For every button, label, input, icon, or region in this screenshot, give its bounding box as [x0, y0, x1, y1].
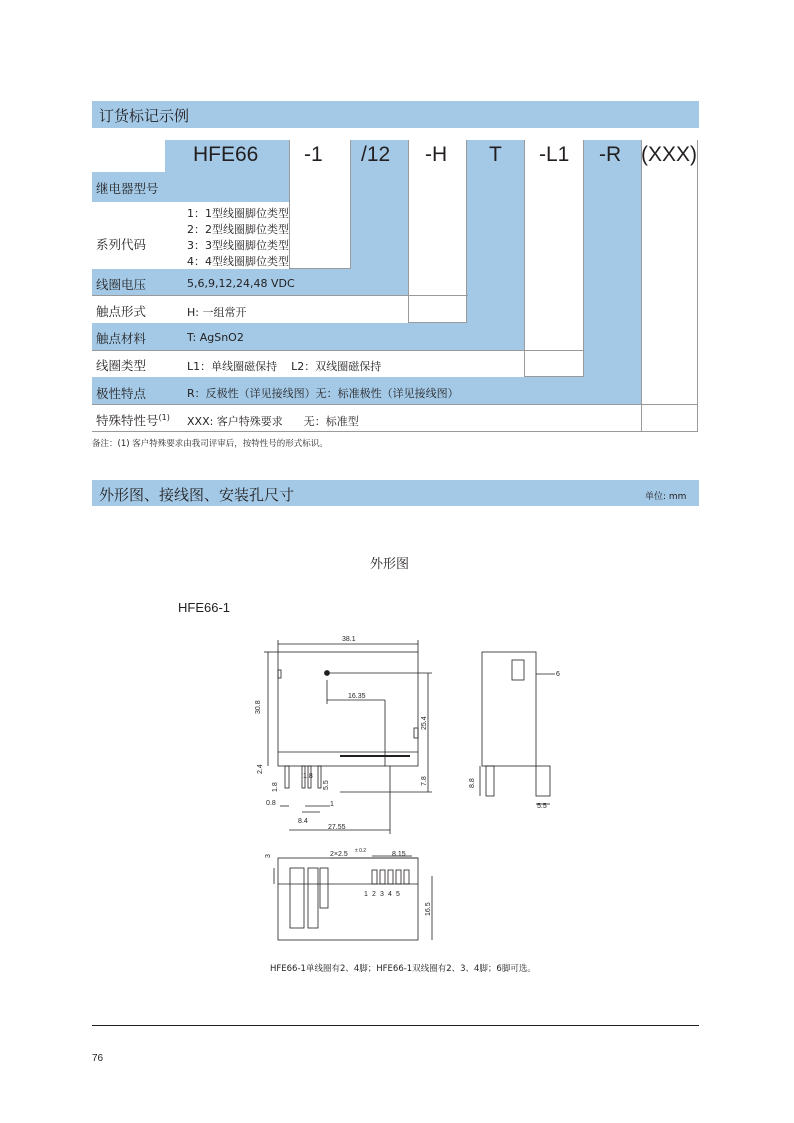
code-block-polarity: [584, 140, 641, 404]
value-series-code: 1：1型线圈脚位类型 2：2型线圈脚位类型 3：3型线圈脚位类型 4：4型线圈脚位类型: [187, 207, 289, 268]
value-polarity: R：反极性（详见接线图）无：标准极性（详见接线图）: [187, 387, 459, 400]
label-relay-model: 继电器型号: [96, 181, 159, 196]
svg-text:1.8: 1.8: [272, 782, 279, 792]
svg-text:27.55: 27.55: [328, 824, 346, 831]
model-label: HFE66-1: [178, 600, 231, 615]
svg-text:8.15: 8.15: [392, 851, 406, 858]
label-special-code: 特殊特性号$^{(1)}$: [96, 412, 170, 428]
svg-text:1.8: 1.8: [303, 773, 313, 780]
footer-rule: [92, 1025, 699, 1026]
code-coil-type: -L1: [539, 143, 570, 166]
value-coil-voltage: 5,6,9,12,24,48 VDC: [187, 277, 295, 290]
page-number: 76: [92, 1053, 104, 1064]
label-coil-type: 线圈类型: [96, 358, 147, 373]
order-section-title: 订货标记示例: [99, 107, 190, 125]
svg-text:± 0.2: ± 0.2: [355, 848, 367, 854]
svg-text:6: 6: [556, 671, 560, 678]
value-contact-material: T: AgSnO2: [187, 331, 244, 344]
code-voltage: /12: [361, 143, 391, 166]
code-block-material: [467, 140, 524, 350]
svg-text:4: 4: [388, 891, 392, 898]
pin: [285, 766, 289, 788]
label-polarity: 极性特点: [96, 386, 147, 401]
code-contact-form: -H: [425, 143, 448, 166]
outline-drawing: [250, 630, 580, 950]
label-contact-form: 触点形式: [96, 304, 147, 319]
svg-text:7.8: 7.8: [421, 776, 428, 786]
center-mark: [325, 671, 330, 676]
svg-text:0.8: 0.8: [266, 800, 276, 807]
svg-text:5: 5: [396, 891, 400, 898]
row-band-material: [92, 323, 524, 350]
code-material: T: [489, 143, 502, 166]
svg-text:5.5: 5.5: [323, 780, 330, 790]
svg-text:2×2.5: 2×2.5: [330, 851, 348, 858]
svg-text:2.4: 2.4: [257, 764, 264, 774]
svg-text:5.5: 5.5: [537, 803, 547, 810]
svg-text:8.4: 8.4: [298, 818, 308, 825]
code-special: (XXX): [641, 143, 698, 166]
value-contact-form: H: 一组常开: [187, 306, 247, 319]
outline-subtitle: 外形图: [370, 557, 410, 572]
label-contact-material: 触点材料: [96, 331, 147, 346]
value-coil-type: L1：单线圈磁保持 L2：双线圈磁保持: [187, 360, 382, 373]
code-model: HFE66: [193, 143, 259, 166]
svg-text:16.5: 16.5: [425, 902, 432, 916]
order-note: 备注：(1) 客户特殊要求由我司评审后，按特性号的形式标识。: [92, 439, 328, 449]
svg-text:3: 3: [380, 891, 384, 898]
front-view-body: [278, 652, 418, 766]
code-series: -1: [304, 143, 323, 166]
svg-text:3: 3: [265, 854, 272, 858]
svg-text:38.1: 38.1: [342, 636, 356, 643]
dimension-section-title: 外形图、接线图、安装孔尺寸: [99, 486, 295, 504]
svg-text:16.35: 16.35: [348, 693, 366, 700]
svg-text:1: 1: [330, 801, 334, 808]
side-view-body: [482, 652, 536, 766]
label-series-code: 系列代码: [96, 237, 147, 252]
value-special-code: XXX: 客户特殊要求 无：标准型: [187, 415, 359, 428]
svg-text:8.8: 8.8: [469, 778, 476, 788]
label-coil-voltage: 线圈电压: [96, 277, 147, 292]
unit-label: 单位: mm: [645, 492, 687, 502]
svg-text:25.4: 25.4: [421, 716, 428, 730]
code-polarity: -R: [599, 143, 622, 166]
svg-text:1: 1: [364, 891, 368, 898]
pin: [318, 766, 321, 788]
svg-text:30.8: 30.8: [255, 700, 262, 714]
svg-text:2: 2: [372, 891, 376, 898]
drawing-caption: HFE66-1单线圈有2、4脚；HFE66-1双线圈有2、3、4脚；6脚可选。: [270, 964, 536, 974]
